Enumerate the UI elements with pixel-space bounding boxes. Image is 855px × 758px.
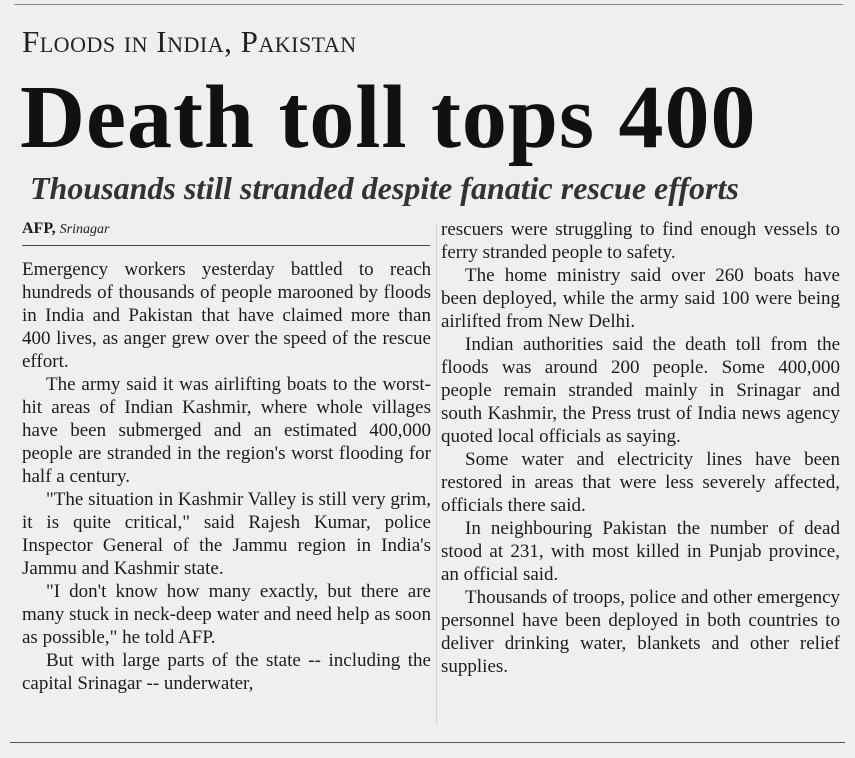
headline: Death toll tops 400: [20, 68, 757, 167]
kicker: Floods in India, Pakistan: [22, 24, 357, 59]
bottom-rule: [10, 742, 845, 743]
paragraph: The army said it was airlifting boats to the worst-hit areas of Indian Kashmir, where whole villages have been submerged and an estimated 400,000 people are stranded in the region's worst flooding for half a century.: [22, 374, 431, 487]
paragraph: rescuers were struggling to find enough vessels to ferry stranded people to safety.: [441, 219, 840, 263]
byline-place: Srinagar: [59, 222, 110, 237]
byline-rule: [22, 245, 430, 246]
article-column-right: [441, 218, 840, 678]
column-divider: [436, 224, 437, 724]
byline-agency: AFP,: [22, 220, 56, 237]
paragraph: Some water and electricity lines have been restored in areas that were less severely affected, officials there said.: [441, 449, 840, 516]
top-rule: [14, 4, 843, 5]
paragraph: "The situation in Kashmir Valley is still very grim, it is quite critical," said Rajesh Kumar, police Inspector General of the Jammu region in India's Jammu and Kashmir state.: [22, 489, 431, 579]
paragraph: Indian authorities said the death toll from the floods was around 200 people. Some 400,000 people remain stranded mainly in Srinagar and south Kashmir, the Press trust of India news agency quoted local officials as saying.: [441, 334, 840, 447]
article-column-left: [22, 258, 431, 695]
paragraph: But with large parts of the state -- including the capital Srinagar -- underwater,: [22, 650, 431, 694]
subheadline: Thousands still stranded despite fanatic rescue efforts: [30, 170, 739, 206]
paragraph: Thousands of troops, police and other emergency personnel have been deployed in both countries to deliver drinking water, blankets and other relief supplies.: [441, 587, 840, 677]
byline: [22, 219, 109, 240]
paragraph: The home ministry said over 260 boats have been deployed, while the army said 100 were being airlifted from New Delhi.: [441, 265, 840, 332]
paragraph: "I don't know how many exactly, but there are many stuck in neck-deep water and need help as soon as possible," he told AFP.: [22, 581, 431, 648]
paragraph: In neighbouring Pakistan the number of dead stood at 231, with most killed in Punjab province, an official said.: [441, 518, 840, 585]
paragraph: Emergency workers yesterday battled to reach hundreds of thousands of people marooned by floods in India and Pakistan that have claimed more than 400 lives, as anger grew over the speed of the rescue effort.: [22, 259, 431, 372]
